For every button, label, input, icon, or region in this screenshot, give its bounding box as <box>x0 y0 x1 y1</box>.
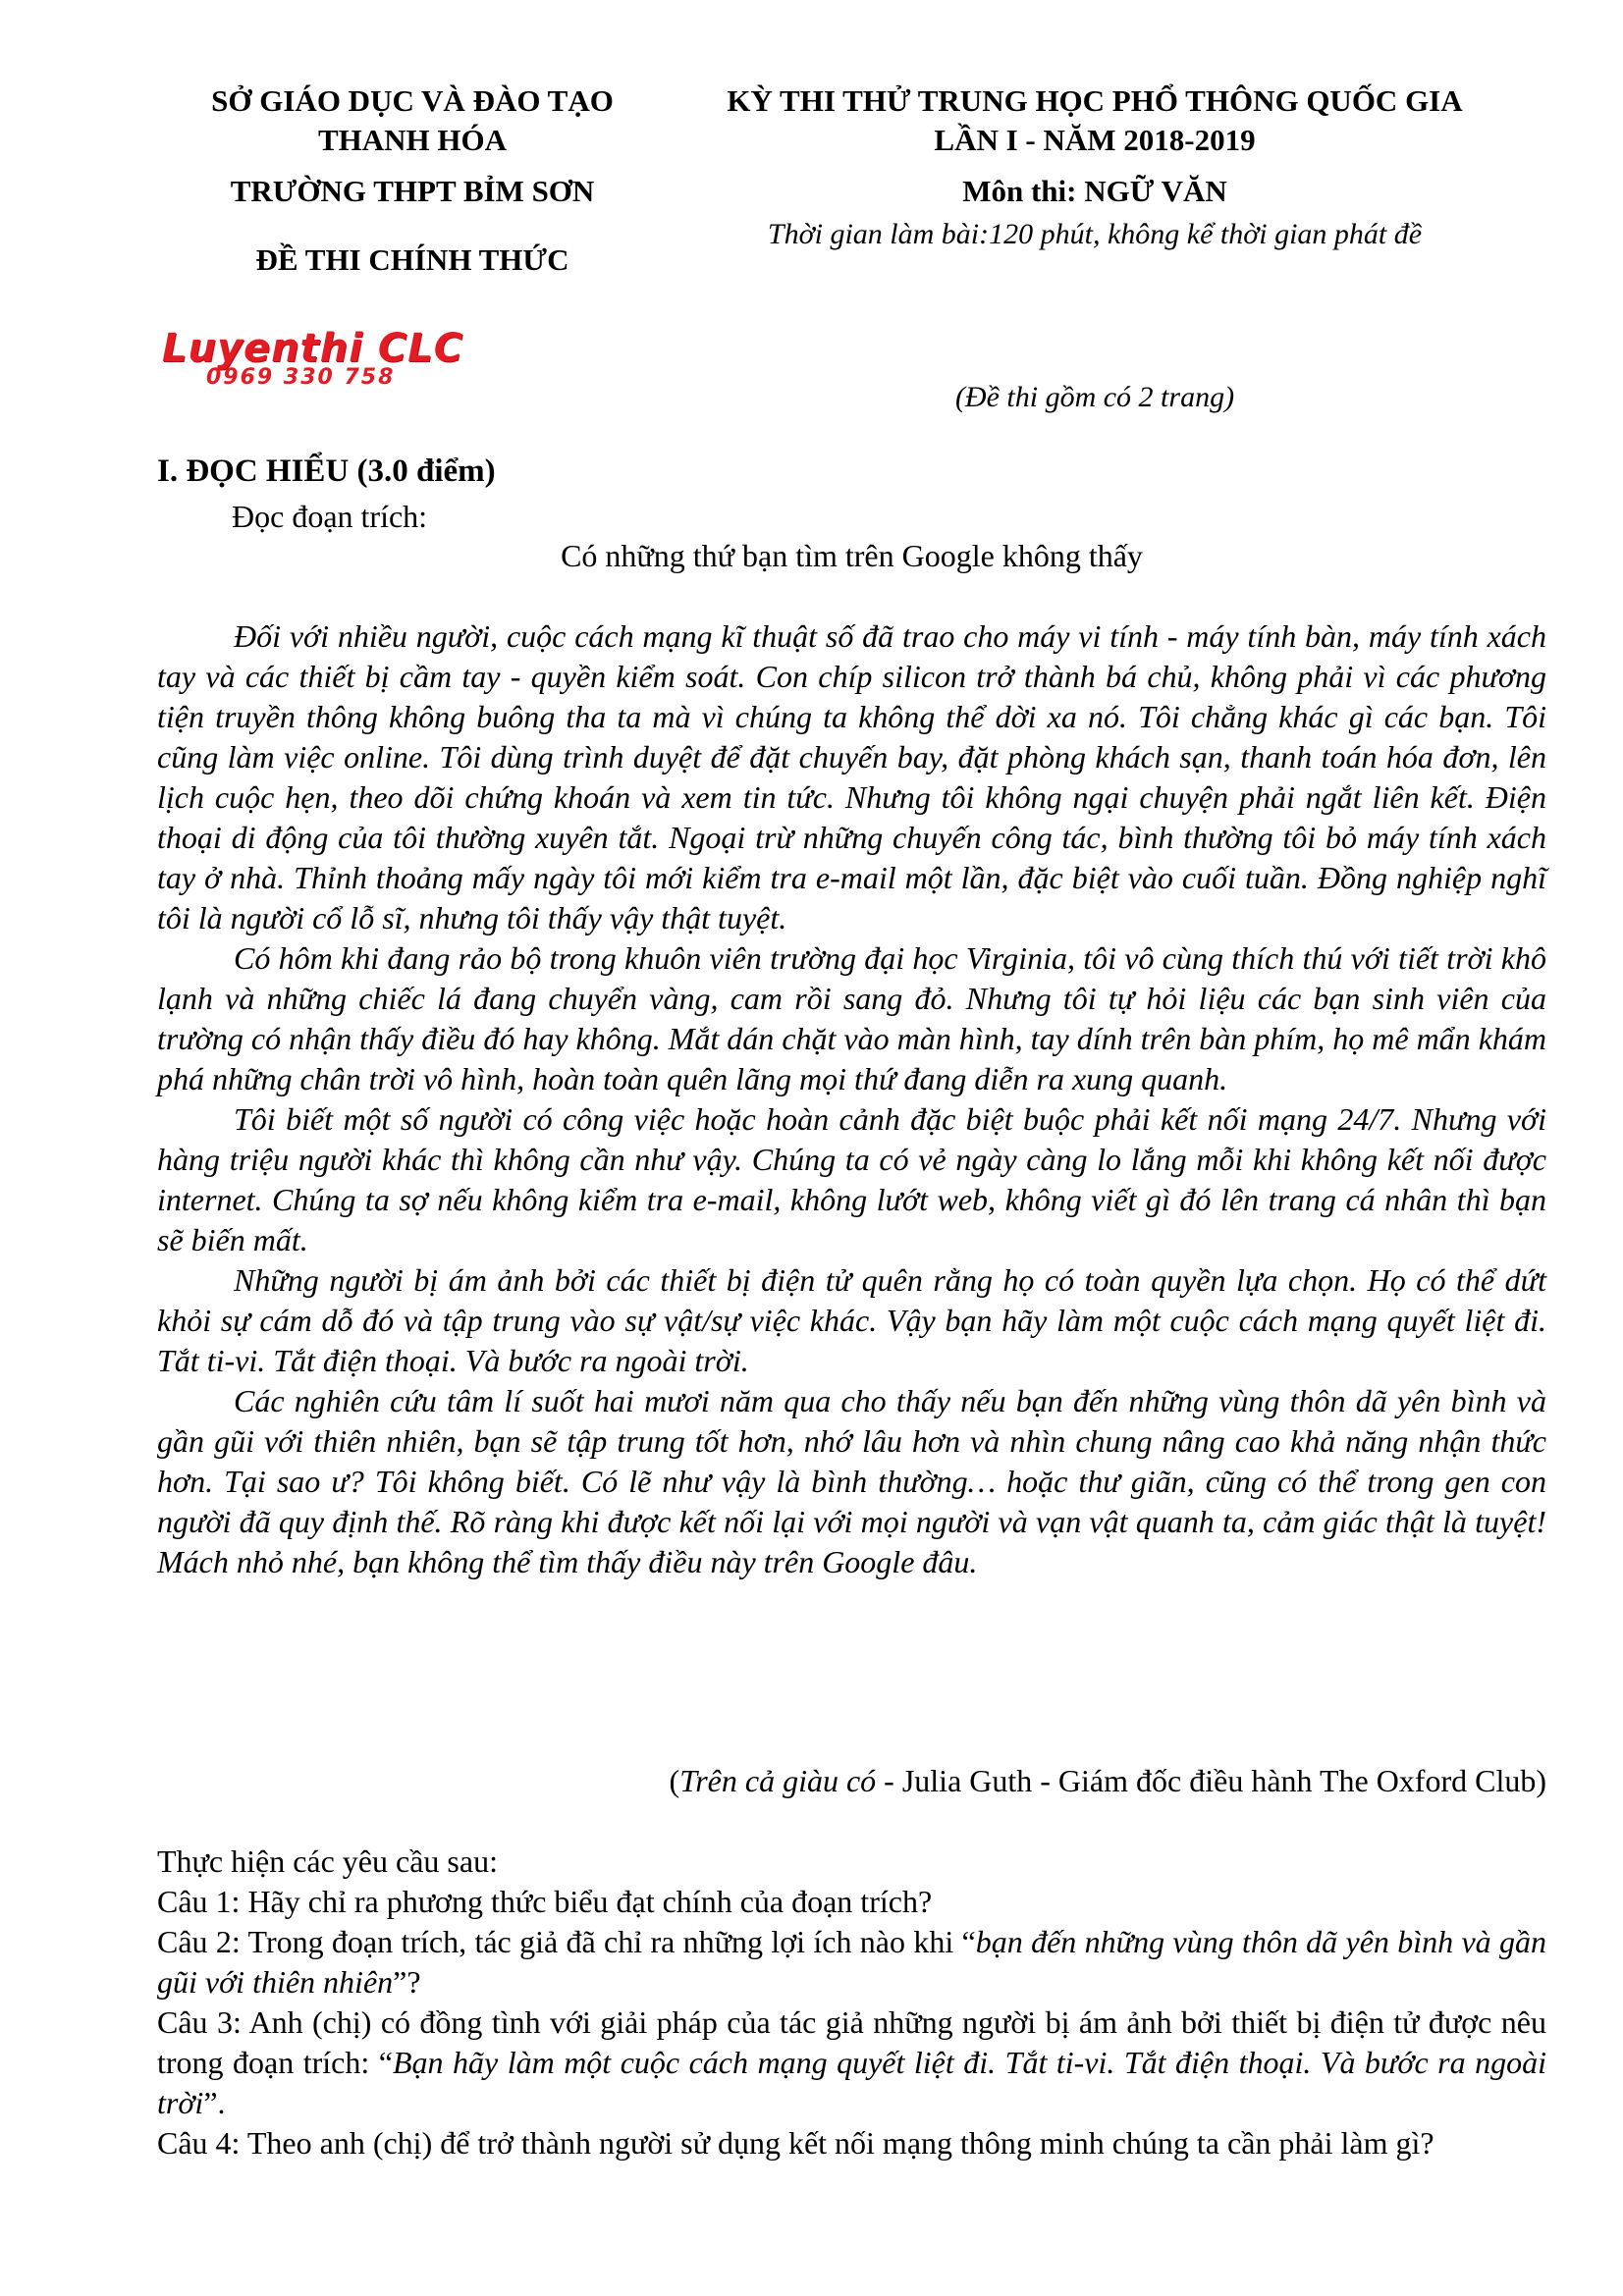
department-name-line1: SỞ GIÁO DỤC VÀ ĐÀO TẠO <box>211 83 614 118</box>
school-name: TRƯỜNG THPT BỈM SƠN <box>230 174 595 208</box>
question-3-text: Câu 3: Anh (chị) có đồng tình với giải pháp của tác giả những người bị ám ảnh bởi thiết bị điện tử được nêu trong đoạn trích: “ <box>157 2004 1546 2080</box>
brand-logo-text: Luyenthi CLC <box>162 326 464 371</box>
exam-title-line1: KỲ THI THỬ TRUNG HỌC PHỔ THÔNG QUỐC GIA <box>727 83 1463 118</box>
time-note: Thời gian làm bài:120 phút, không kể thời gian phát đề <box>767 218 1423 250</box>
question-2-text: Câu 2: Trong đoạn trích, tác giả đã chỉ ra những lợi ích nào khi “ <box>157 1924 976 1959</box>
passage-source <box>157 1761 1546 1801</box>
exam-title-line2: LẦN I - NĂM 2018-2019 <box>934 123 1256 157</box>
source-open-paren: ( <box>669 1763 680 1798</box>
question-3-quote: Bạn hãy làm một cuộc cách mạng quyết liệt đi. Tắt ti-vi. Tắt điện thoại. Và bước ra ngoài trời <box>157 2045 1547 2120</box>
reading-intro: Đọc đoạn trích: <box>232 499 428 534</box>
question-4: Câu 4: Theo anh (chị) để trở thành người sử dụng kết nối mạng thông minh chúng ta cần phải làm gì? <box>157 2125 1434 2161</box>
passage-paragraph-1: Đối với nhiều người, cuộc cách mạng kĩ thuật số đã trao cho máy vi tính - máy tính bàn, máy tính xách tay và các thiết bị cầm tay - quyền kiểm soát. Con chíp silicon trở thành bá chủ, không phải vì các phương tiện truyền thông không buông tha ta mà vì chúng ta không thể dời xa nó. Tôi chẳng khác gì các bạn. Tôi cũng làm việc online. Tôi dùng trình duyệt để đặt chuyến bay, đặt phòng khách sạn, thanh toán hóa đơn, lên lịch cuộc hẹn, theo dõi chứng khoán và xem tin tức. Nhưng tôi không ngại chuyện phải ngắt liên kết. Điện thoại di động của tôi thường xuyên tắt. Ngoại trừ những chuyến công tác, bình thường tôi bỏ máy tính xách tay ở nhà. Thỉnh thoảng mấy ngày tôi mới kiểm tra e-mail một lần, đặc biệt vào cuối tuần. Đồng nghiệp nghĩ tôi là người cổ lỗ sĩ, nhưng tôi thấy vậy thật tuyệt. <box>157 618 1546 935</box>
passage-paragraph-4: Những người bị ám ảnh bởi các thiết bị điện tử quên rằng họ có toàn quyền lựa chọn. Họ có thể dứt khỏi sự cám dỗ đó và tập trung vào sự vật/sự việc khác. Vậy bạn hãy làm một cuộc cách mạng quyết liệt đi. Tắt ti-vi. Tắt điện thoại. Và bước ra ngoài trời. <box>157 1262 1546 1378</box>
passage-paragraph-3: Tôi biết một số người có công việc hoặc hoàn cảnh đặc biệt buộc phải kết nối mạng 24/7. Nhưng với hàng triệu người khác thì không cần như vậy. Chúng ta có vẻ ngày càng lo lắng mỗi khi không kết nối được internet. Chúng ta sợ nếu không kiểm tra e-mail, không lướt web, không viết gì đó lên trang cá nhân thì bạn sẽ biến mất. <box>157 1101 1546 1257</box>
question-2-quote: bạn đến những vùng thôn dã yên bình và gần gũi với thiên nhiên <box>157 1924 1547 2000</box>
question-2 <box>157 1922 1546 2002</box>
passage-title: Có những thứ bạn tìm trên Google không thấy <box>561 538 1143 573</box>
passage-paragraph-2: Có hôm khi đang rảo bộ trong khuôn viên trường đại học Virginia, tôi vô cùng thích thú với tiết trời khô lạnh và những chiếc lá đang chuyển vàng, cam rồi sang đỏ. Nhưng tôi tự hỏi liệu các bạn sinh viên của trường có nhận thấy điều đó hay không. Mắt dán chặt vào màn hình, tay dính trên bàn phím, họ mê mẩn khám phá những chân trời vô hình, hoàn toàn quên lãng mọi thứ đang diễn ra xung quanh. <box>157 940 1546 1096</box>
pages-note: (Đề thi gồm có 2 trang) <box>954 381 1235 413</box>
subject-line: Môn thi: NGỮ VĂN <box>962 174 1227 208</box>
passage-paragraph-5: Các nghiên cứu tâm lí suốt hai mươi năm qua cho thấy nếu bạn đến những vùng thôn dã yên bình và gần gũi với thiên nhiên, bạn sẽ tập trung tốt hơn, nhớ lâu hơn và nhìn chung nâng cao khả năng nhận thức hơn. Tại sao ư? Tôi không biết. Có lẽ như vậy là bình thường… hoặc thư giãn, cũng có thể trong gen con người đã quy định thế. Rõ ràng khi được kết nối lại với mọi người và vạn vật quanh ta, cảm giác thật là tuyệt! Mách nhỏ nhé, bạn không thể tìm thấy điều này trên Google đâu. <box>157 1383 1546 1579</box>
passage-body <box>157 616 1546 1582</box>
question-3 <box>157 2002 1546 2123</box>
department-name-line2: THANH HÓA <box>317 123 508 157</box>
brand-logo <box>162 326 463 390</box>
questions-block <box>157 1842 1546 2163</box>
source-author: - Julia Guth - Giám đốc điều hành The Oxford Club) <box>876 1763 1546 1798</box>
question-1: Câu 1: Hãy chỉ ra phương thức biểu đạt chính của đoạn trích? <box>157 1884 933 1919</box>
tasks-intro: Thực hiện các yêu cầu sau: <box>157 1843 498 1879</box>
question-3-suffix: ”. <box>203 2085 226 2120</box>
section-heading: I. ĐỌC HIỂU (3.0 điểm) <box>157 454 496 489</box>
exam-status: ĐỀ THI CHÍNH THỨC <box>255 242 569 277</box>
question-2-suffix: ”? <box>393 1964 421 2000</box>
brand-logo-phone: 0969 330 758 <box>206 365 396 390</box>
source-book-title: Trên cả giàu có <box>679 1763 877 1798</box>
